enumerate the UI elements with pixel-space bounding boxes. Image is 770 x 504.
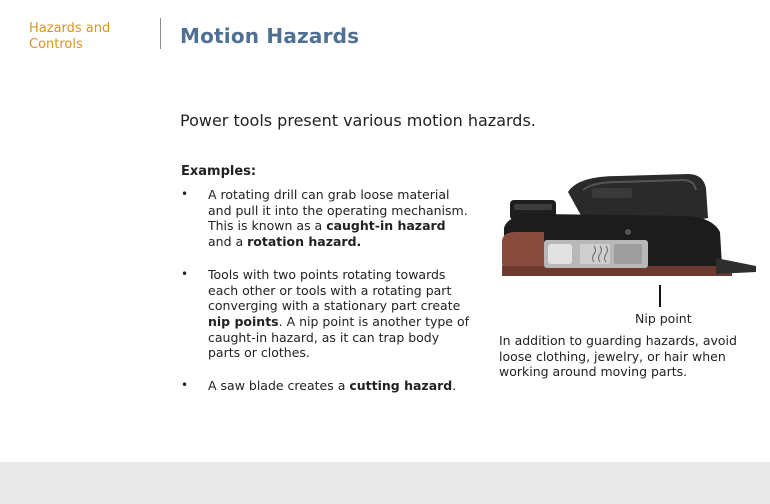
example-item: [181, 378, 471, 394]
example-text: and a: [208, 234, 248, 250]
example-emphasis: cutting hazard: [349, 378, 453, 394]
example-text: .: [452, 378, 457, 394]
examples-list: [181, 187, 471, 411]
footer-bar: [0, 462, 770, 504]
nip-point-label: Nip point: [635, 311, 692, 326]
example-text: A rotating drill can grab loose material and pull it into the operating mechanism. This is known as a: [208, 187, 468, 234]
example-emphasis: rotation hazard.: [247, 234, 362, 250]
header-divider: [160, 18, 161, 49]
example-text: . A nip point is another type of caught-in hazard, as it can trap body parts or clothes.: [208, 313, 470, 361]
example-text: Tools with two points rotating towards each other or tools with a rotating part converging with a stationary part create: [208, 266, 461, 314]
examples-heading: Examples:: [181, 164, 257, 179]
safety-note: In addition to guarding hazards, avoid loose clothing, jewelry, or hair when working around moving parts.: [499, 333, 737, 380]
example-item: [181, 187, 471, 250]
belt-sander-image: [498, 170, 760, 280]
bullet-icon: •: [181, 378, 189, 393]
page-title: Motion Hazards: [180, 24, 360, 48]
example-emphasis: caught-in hazard: [326, 218, 446, 234]
bullet-icon: •: [181, 187, 189, 201]
example-text: A saw blade creates a: [208, 378, 350, 394]
nip-point-callout-line: [659, 285, 661, 307]
section-title: Hazards and Controls: [29, 21, 111, 52]
example-item: [181, 267, 471, 361]
bullet-icon: •: [181, 266, 189, 281]
example-emphasis: nip points: [208, 313, 279, 329]
intro-text: Power tools present various motion hazards.: [180, 111, 536, 130]
